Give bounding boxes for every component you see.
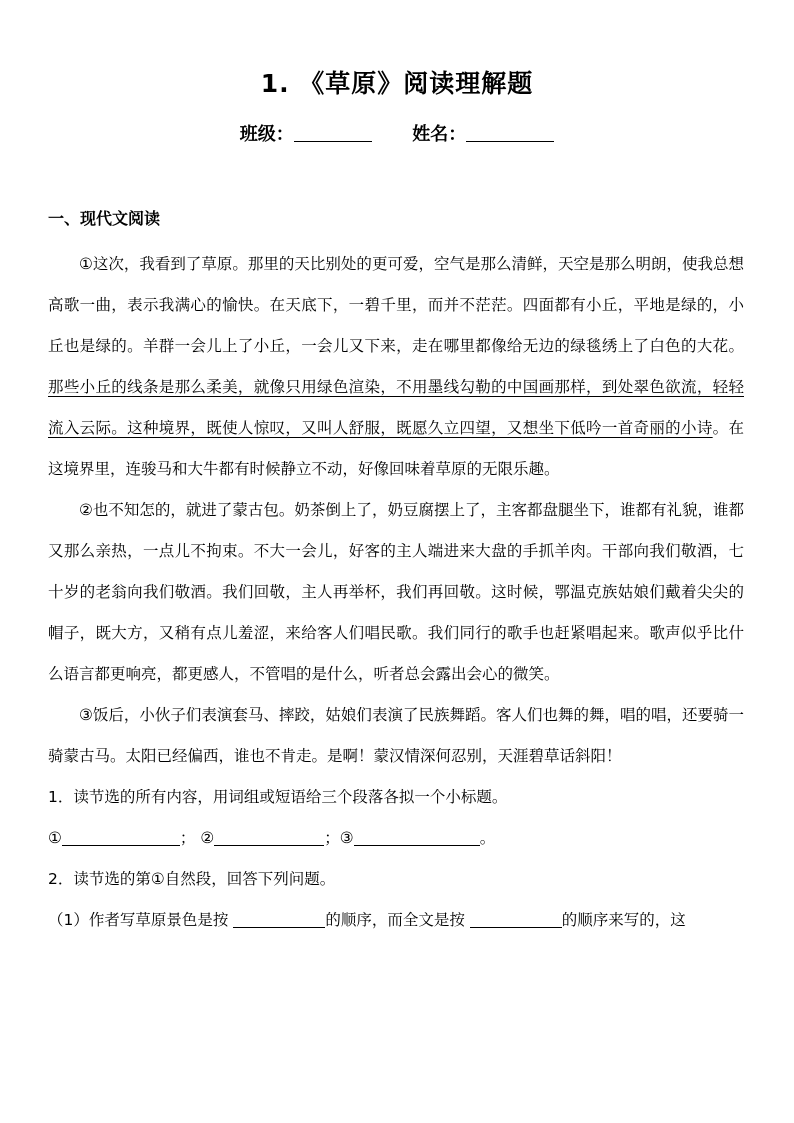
class-label: 班级： [239, 124, 294, 145]
paragraph-2: ②也不知怎的，就进了蒙古包。奶茶倒上了，奶豆腐摆上了，主客都盘腿坐下，谁都有礼貌，谁都又那么亲热，一点儿不拘束。不大一会儿，好客的主人端进来大盘的手抓羊肉。干部向我们敬酒，七十岁的老翁向我们敬酒。我们回敬，主人再举杯，我们再回敬。这时候，鄂温克族姑娘们戴着尖尖的帽子，既大方，又稍有点儿羞涩，来给客人们唱民歌。我们同行的歌手也赶紧唱起来。歌声似乎比什么语言都更响亮，都更感人，不管唱的是什么，听者总会露出会心的微笑。 [48, 501, 744, 683]
end-mark: 。 [479, 829, 496, 847]
answer-blank-5[interactable] [470, 911, 562, 928]
answer-blank-3[interactable] [354, 829, 480, 846]
question-1-answers [48, 818, 744, 859]
p1-end: 。在这境界里，连骏马和大牛都有时候静立不动，好像回味着草原的无限乐趣。 [48, 419, 744, 478]
question-1: 1．读节选的所有内容，用词组或短语给三个段落各拟一个小标题。 [48, 788, 508, 806]
answer-marker-2: ② [200, 829, 215, 847]
question-2: 2．读节选的第①自然段，回答下列问题。 [48, 870, 336, 888]
answer-blank-2[interactable] [214, 829, 324, 846]
answer-blank-1[interactable] [62, 829, 180, 846]
name-blank[interactable] [466, 123, 554, 142]
page-title: 1. 《草原》阅读理解题 [260, 69, 534, 98]
answer-blank-4[interactable] [233, 911, 325, 928]
class-blank[interactable] [294, 123, 372, 142]
paragraph-1 [48, 244, 744, 490]
q2-1-text-b: 的顺序，而全文是按 [325, 911, 465, 929]
question-2-1 [48, 900, 744, 941]
separator-1: ； [179, 829, 196, 847]
name-label: 姓名： [412, 124, 467, 145]
section-heading: 一、现代文阅读 [48, 209, 161, 228]
reading-content [48, 244, 744, 941]
student-info-row [0, 120, 794, 146]
p1-start: ①这次，我看到了草原。那里的天比别处的更可爱，空气是那么清鲜，天空是那么明朗，使我总想高歌一曲，表示我满心的愉快。在天底下，一碧千里，而并不茫茫。四面都有小丘，平地是绿的，小丘也是绿的。羊群一会儿上了小丘，一会儿又下来，走在哪里都像给无边的绿毯绣上了白色的大花。 [48, 255, 744, 355]
paragraph-3: ③饭后，小伙子们表演套马、摔跤，姑娘们表演了民族舞蹈。客人们也舞的舞，唱的唱，还要骑一骑蒙古马。太阳已经偏西，谁也不肯走。是啊！蒙汉情深何忍别，天涯碧草话斜阳！ [48, 706, 744, 765]
answer-marker-1: ① [48, 829, 62, 847]
q2-1-text-c: 的顺序来写的，这 [561, 911, 686, 929]
separator-2: ； [324, 829, 340, 847]
answer-marker-3: ③ [339, 829, 354, 847]
q2-1-text-a: （1）作者写草原景色是按 [48, 911, 229, 929]
underlined-sentence: 那些小丘的线条是那么柔美，就像只用绿色渲染，不用墨线勾勒的中国画那样，到处翠色欲流，轻轻流入云际。这种境界，既使人惊叹，又叫人舒服，既愿久立四望，又想坐下低吟一首奇丽的小诗 [48, 378, 744, 437]
